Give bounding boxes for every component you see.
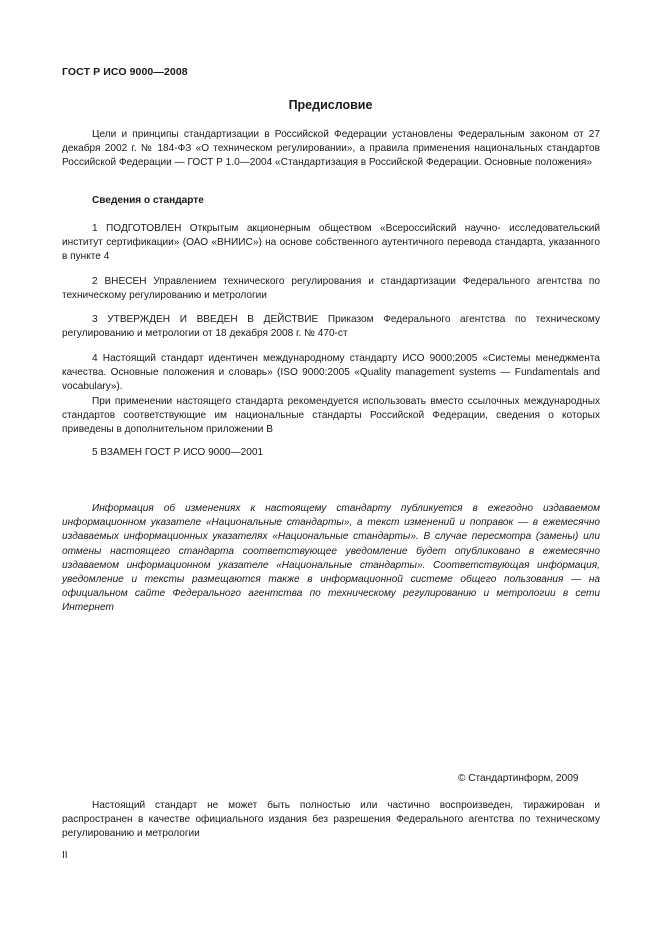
intro-paragraph: Цели и принципы стандартизации в Российской Федерации установлены Федеральным законом от 27 декабря 2002 г. № 184-ФЗ «О техническом регулировании», а правила применения национальных стандартов Российской Федерации — ГОСТ Р 1.0—2004 «Стандартизация в Российской Федерации. Основные положения» <box>62 129 600 169</box>
item-1-prepared: 1 ПОДГОТОВЛЕН Открытым акционерным обществом «Всероссийский научно- исследовательский институт сертификации» (ОАО «ВНИИС») на основе собственного аутентичного перевода стандарта, указанного в пункте 4 <box>62 223 600 263</box>
item-5-replaces: 5 ВЗАМЕН ГОСТ Р ИСО 9000—2001 <box>92 447 264 458</box>
changes-notice: Информация об изменениях к настоящему стандарту публикуется в ежегодно издаваемом информационном указателе «Национальные стандарты», а текст изменений и поправок — в ежемесячно издаваемых информационных указателях «Национальные стандарты». В случае пересмотра (замены) или отмены настоящего стандарта соответствующее уведомление будет опубликовано в ежемесячно издаваемом информационном указателе «Национальные стандарты». Соответствующая информация, уведомление и тексты размещаются также в информационной системе общего пользования — на официальном сайте Федерального агентства по техническому регулированию и метрологии в сети Интернет <box>62 503 600 614</box>
item-2-submitted: 2 ВНЕСЕН Управлением технического регулирования и стандартизации Федерального агентства по техническому регулированию и метрологии <box>62 276 600 302</box>
item-3-approved: 3 УТВЕРЖДЕН И ВВЕДЕН В ДЕЙСТВИЕ Приказом Федерального агентства по техническому регулированию и метрологии от 18 декабря 2008 г. № 470-ст <box>62 314 600 340</box>
reproduction-notice: Настоящий стандарт не может быть полностью или частично воспроизведен, тиражирован и распространен в качестве официального издания без разрешения Федерального агентства по техническому регулированию и метрологии <box>62 800 600 840</box>
section-title: Предисловие <box>288 98 373 112</box>
page-number: II <box>62 850 68 861</box>
item-4-identical: 4 Настоящий стандарт идентичен международному стандарту ИСО 9000:2005 «Системы менеджмента качества. Основные положения и словарь» (ISO 9000:2005 «Quality management systems — Fundamentals and vocabulary»). <box>62 353 600 393</box>
item-4-note: При применении настоящего стандарта рекомендуется использовать вместо ссылочных международных стандартов соответствующие им национальные стандарты Российской Федерации, сведения о которых приведены в дополнительном приложении В <box>62 396 600 436</box>
document-code-header: ГОСТ Р ИСО 9000—2008 <box>62 66 188 78</box>
info-heading: Сведения о стандарте <box>92 195 204 206</box>
copyright-line: © Стандартинформ, 2009 <box>458 773 579 784</box>
